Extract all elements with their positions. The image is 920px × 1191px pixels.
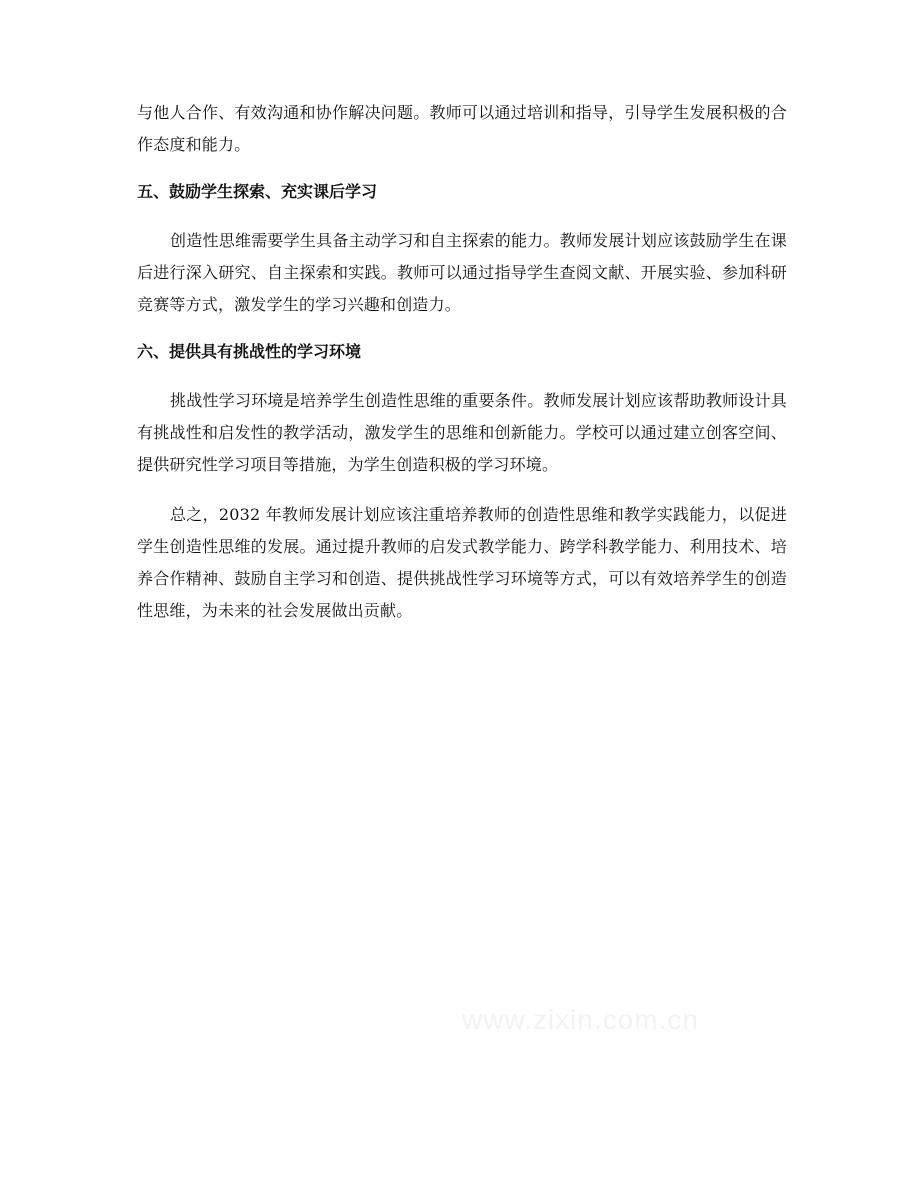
paragraph-conclusion: 总之，2032 年教师发展计划应该注重培养教师的创造性思维和教学实践能力，以促进学生创造性思维的发展。通过提升教师的启发式教学能力、跨学科教学能力、利用技术、培养合作精神、鼓励自主学习和创造、提供挑战性学习环境等方式，可以有效培养学生的创造性思维，为未来的社会发展做出贡献。 [137, 505, 787, 620]
paragraph-section-5: 创造性思维需要学生具备主动学习和自主探索的能力。教师发展计划应该鼓励学生在课后进行深入研究、自主探索和实践。教师可以通过指导学生查阅文献、开展实验、参加科研竞赛等方式，激发学生的学习兴趣和创造力。 [137, 231, 787, 314]
paragraph-section-6: 挑战性学习环境是培养学生创造性思维的重要条件。教师发展计划应该帮助教师设计具有挑战性和启发性的教学活动，激发学生的思维和创新能力。学校可以通过建立创客空间、提供研究性学习项目等措施，为学生创造积极的学习环境。 [137, 391, 787, 474]
section-heading-6: 六、提供具有挑战性的学习环境 [137, 342, 362, 361]
document-body [137, 97, 787, 645]
paragraph-intro: 与他人合作、有效沟通和协作解决问题。教师可以通过培训和指导，引导学生发展积极的合作态度和能力。 [137, 103, 787, 154]
watermark-text: www.zixin.com.cn [462, 1004, 699, 1035]
section-heading-5: 五、鼓励学生探索、充实课后学习 [137, 182, 378, 201]
